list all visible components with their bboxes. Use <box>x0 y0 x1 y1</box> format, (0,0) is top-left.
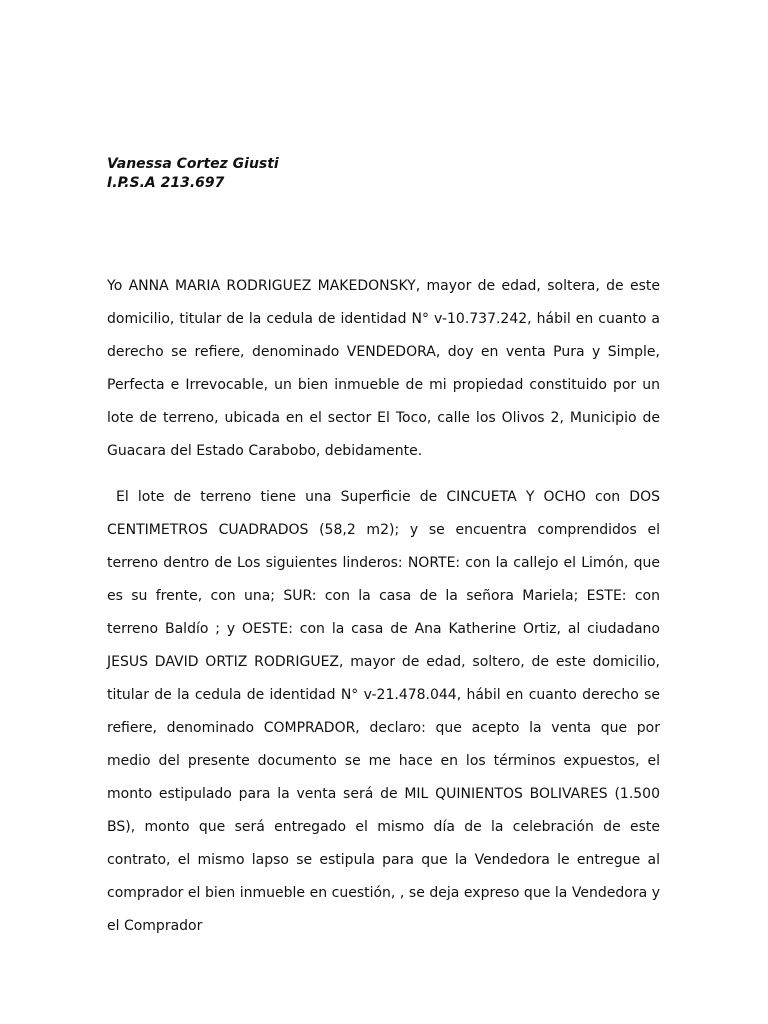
author-name: Vanessa Cortez Giusti <box>107 156 279 172</box>
paragraph-sale-declaration: Yo ANNA MARIA RODRIGUEZ MAKEDONSKY, mayor de edad, soltera, de este domicilio, titular de la cedula de identidad N° v-10.737.242, hábil en cuanto a derecho se refiere, denominado VENDEDORA, doy en venta Pura y Simple, Perfecta e Irrevocable, un bien inmueble de mi propiedad constituido por un lote de terreno, ubicada en el sector El Toco, calle los Olivos 2, Municipio de Guacara del Estado Carabobo, debidamente. <box>107 278 660 459</box>
paragraph-land-description: El lote de terreno tiene una Superficie de CINCUETA Y OCHO con DOS CENTIMETROS CUADRADOS (58,2 m2); y se encuentra comprendidos el terreno dentro de Los siguientes linderos: NORTE: con la callejo el Limón, que es su frente, con una; SUR: con la casa de la señora Mariela; ESTE: con terreno Baldío ; y OESTE: con la casa de Ana Katherine Ortiz, al ciudadano JESUS DAVID ORTIZ RODRIGUEZ, mayor de edad, soltero, de este domicilio, titular de la cedula de identidad N° v-21.478.044, hábil en cuanto derecho se refiere, denominado COMPRADOR, declaro: que acepto la venta que por medio del presente documento se me hace en los términos expuestos, el monto estipulado para la venta será de MIL QUINIENTOS BOLIVARES (1.500 BS), monto que será entregado el mismo día de la celebración de este contrato, el mismo lapso se estipula para que la Vendedora le entregue al comprador el bien inmueble en cuestión, , se deja expreso que la Vendedora y el Comprador <box>107 489 660 934</box>
document-header <box>107 155 279 193</box>
author-id: I.P.S.A 213.697 <box>107 175 225 191</box>
document-body <box>107 270 660 943</box>
